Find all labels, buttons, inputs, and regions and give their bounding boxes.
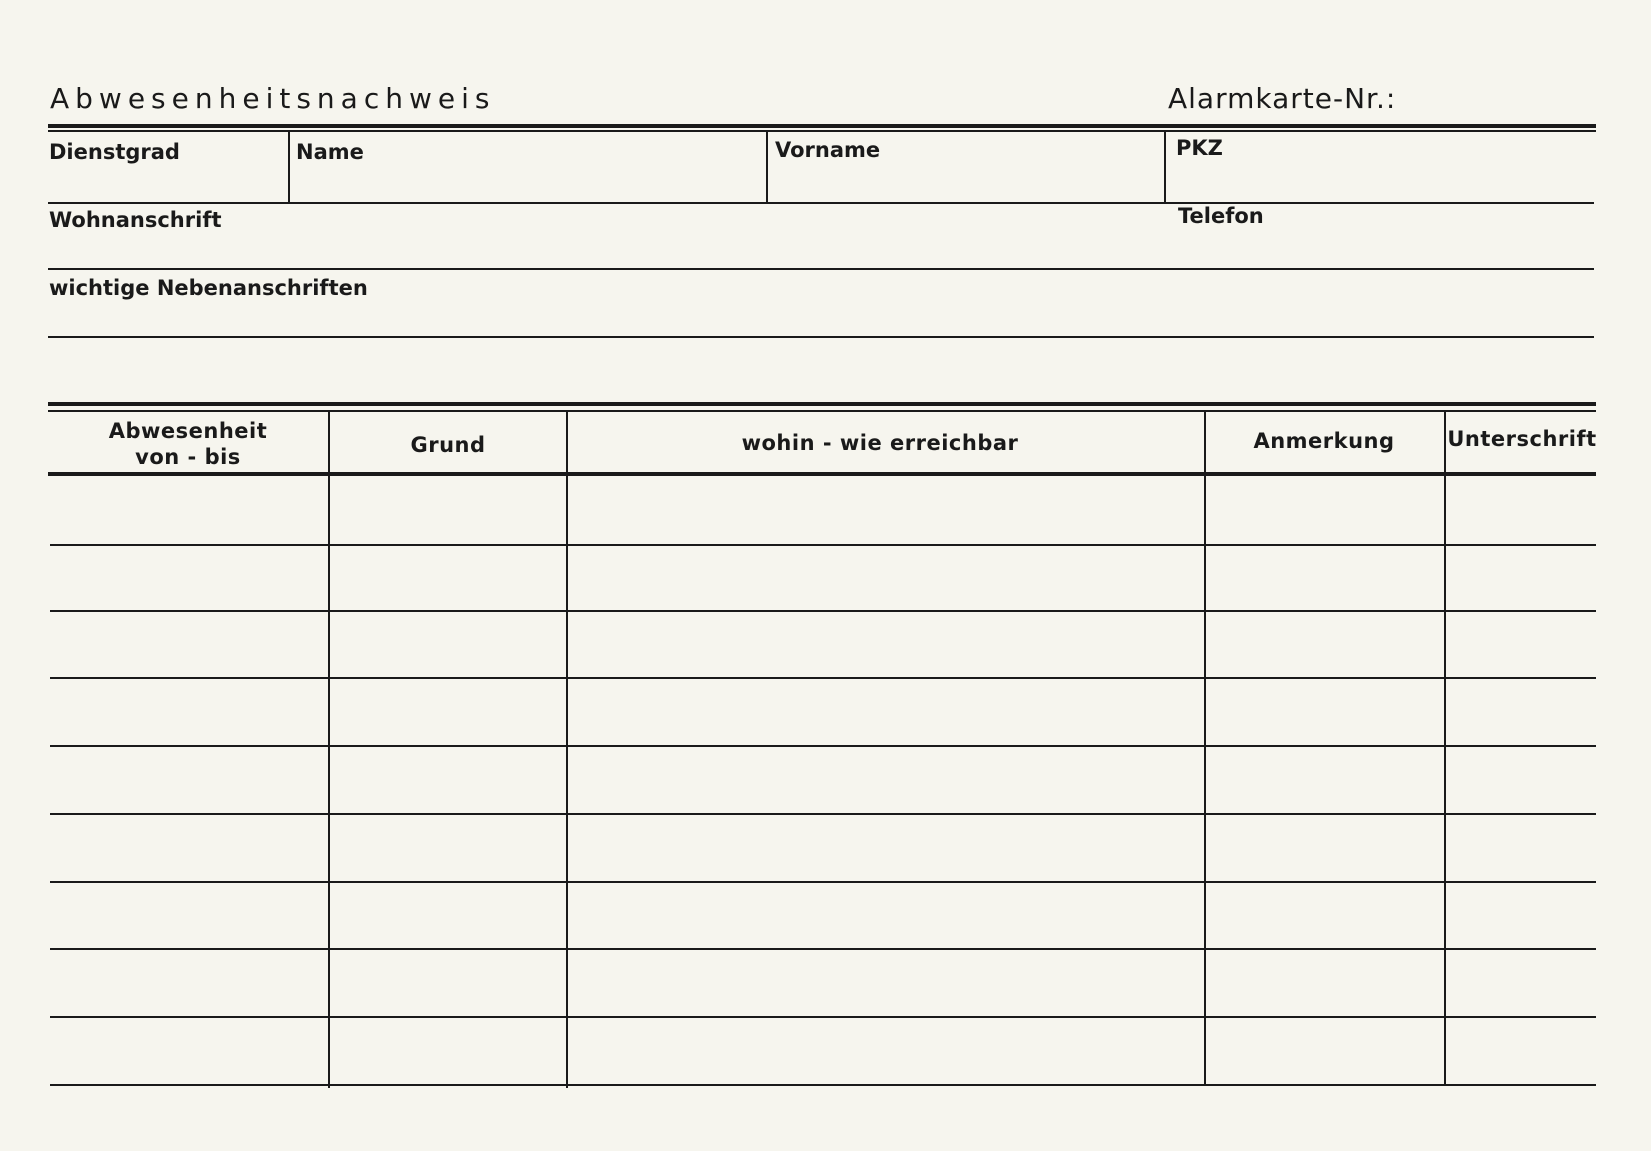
pkz-field[interactable] [1168, 164, 1594, 198]
absence-period-cell[interactable] [50, 546, 328, 610]
reason-cell[interactable] [330, 815, 566, 881]
remark-cell[interactable] [1206, 1018, 1444, 1084]
signature-cell[interactable] [1446, 1018, 1596, 1084]
remark-cell[interactable] [1206, 950, 1444, 1016]
signature-cell[interactable] [1446, 612, 1596, 677]
reason-cell[interactable] [330, 679, 566, 745]
signature-cell[interactable] [1446, 883, 1596, 948]
column-header-signature [1446, 426, 1598, 452]
where-reachable-cell[interactable] [568, 815, 1204, 881]
column-header-line: von - bis [135, 445, 241, 469]
secondary-addresses-field[interactable] [48, 304, 1594, 336]
column-header-line: wohin - wie erreichbar [741, 431, 1019, 455]
name-label: Name [296, 140, 364, 164]
table-top-rule [48, 402, 1596, 406]
column-header-where-reachable [570, 430, 1190, 456]
title-rule [48, 124, 1596, 128]
name-field[interactable] [292, 168, 764, 202]
reason-cell[interactable] [330, 950, 566, 1016]
row-rule [48, 202, 1594, 204]
alarm-card-number-label: Alarmkarte-Nr.: [1168, 82, 1397, 115]
row-rule [48, 336, 1594, 338]
secondary-addresses-label: wichtige Nebenanschriften [49, 276, 368, 300]
absence-period-cell[interactable] [50, 883, 328, 948]
remark-cell[interactable] [1206, 476, 1444, 544]
rank-field[interactable] [48, 168, 286, 202]
signature-cell[interactable] [1446, 815, 1596, 881]
where-reachable-cell[interactable] [568, 679, 1204, 745]
remark-cell[interactable] [1206, 883, 1444, 948]
divider [288, 132, 290, 204]
absence-period-cell[interactable] [50, 476, 328, 544]
signature-cell[interactable] [1446, 950, 1596, 1016]
absence-period-cell[interactable] [50, 747, 328, 813]
signature-cell[interactable] [1446, 546, 1596, 610]
divider [766, 132, 768, 202]
first-name-label: Vorname [775, 138, 881, 162]
column-header-line: Abwesenheit [108, 419, 268, 443]
column-header-remark [1206, 428, 1442, 454]
absence-period-cell[interactable] [50, 1018, 328, 1084]
remark-cell[interactable] [1206, 612, 1444, 677]
first-name-field[interactable] [770, 168, 1162, 200]
remark-cell[interactable] [1206, 546, 1444, 610]
form-title: Abwesenheitsnachweis [50, 82, 496, 115]
column-header-line: Unterschrift [1447, 427, 1597, 451]
reason-cell[interactable] [330, 747, 566, 813]
rank-label: Dienstgrad [49, 140, 180, 164]
signature-cell[interactable] [1446, 476, 1596, 544]
where-reachable-cell[interactable] [568, 546, 1204, 610]
phone-field[interactable] [1170, 234, 1594, 266]
pkz-label: PKZ [1176, 136, 1223, 160]
reason-cell[interactable] [330, 546, 566, 610]
column-header-reason [330, 432, 566, 458]
table-top-rule-thin [48, 410, 1596, 412]
where-reachable-cell[interactable] [568, 883, 1204, 948]
signature-cell[interactable] [1446, 679, 1596, 745]
remark-cell[interactable] [1206, 679, 1444, 745]
title-rule-thin [48, 130, 1596, 132]
reason-cell[interactable] [330, 612, 566, 677]
where-reachable-cell[interactable] [568, 476, 1204, 544]
reason-cell[interactable] [330, 1018, 566, 1084]
absence-period-cell[interactable] [50, 950, 328, 1016]
absence-period-cell[interactable] [50, 612, 328, 677]
address-field[interactable] [48, 236, 1148, 268]
reason-cell[interactable] [330, 883, 566, 948]
column-header-line: Grund [410, 433, 486, 457]
table-row-rule [50, 1084, 1596, 1086]
reason-cell[interactable] [330, 476, 566, 544]
row-rule [48, 268, 1594, 270]
column-header-absence-period [60, 418, 316, 470]
where-reachable-cell[interactable] [568, 747, 1204, 813]
remark-cell[interactable] [1206, 747, 1444, 813]
where-reachable-cell[interactable] [568, 612, 1204, 677]
divider [1164, 132, 1166, 202]
where-reachable-cell[interactable] [568, 950, 1204, 1016]
absence-period-cell[interactable] [50, 679, 328, 745]
phone-label: Telefon [1178, 204, 1264, 228]
where-reachable-cell[interactable] [568, 1018, 1204, 1084]
remark-cell[interactable] [1206, 815, 1444, 881]
address-label: Wohnanschrift [49, 208, 222, 232]
column-header-line: Anmerkung [1253, 429, 1395, 453]
absence-period-cell[interactable] [50, 815, 328, 881]
signature-cell[interactable] [1446, 747, 1596, 813]
